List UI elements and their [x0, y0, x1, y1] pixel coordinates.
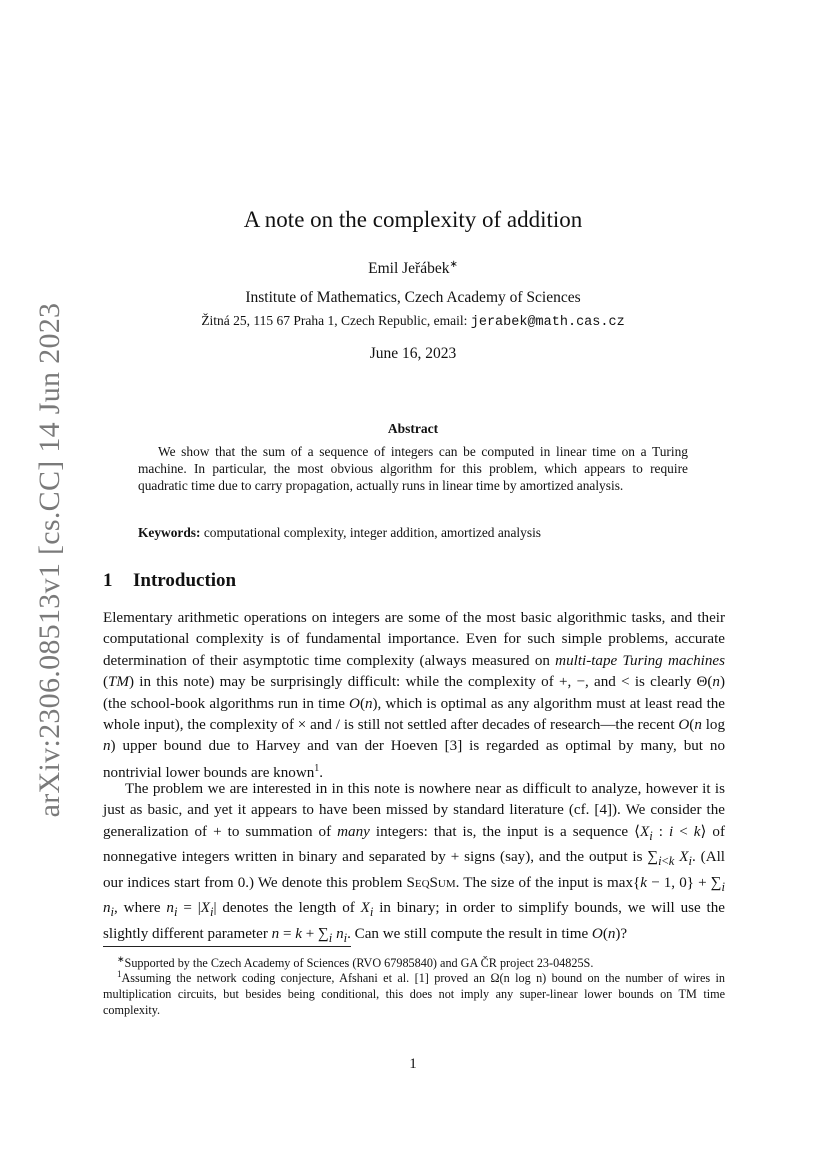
keywords-line	[138, 525, 698, 541]
page-number: 1	[409, 1056, 417, 1072]
author-line	[0, 259, 826, 278]
footnote-1-mark: 1	[117, 969, 122, 979]
section-heading	[103, 570, 236, 592]
section-title: Introduction	[133, 570, 237, 591]
footnote-rule	[103, 946, 351, 947]
keywords-list: computational complexity, integer addition, amortized analysis	[203, 525, 541, 540]
abstract-heading: Abstract	[387, 421, 439, 436]
footnote-funding-text: Supported by the Czech Academy of Sciences (RVO 67985840) and GA ČR project 23-04825S.	[124, 956, 594, 971]
author-footnote-mark: ∗	[449, 259, 458, 270]
paper-date: June 16, 2023	[369, 345, 457, 362]
address-line	[0, 313, 826, 330]
keywords-label: Keywords:	[138, 525, 201, 540]
paper-title: A note on the complexity of addition	[243, 207, 583, 232]
abstract-text: We show that the sum of a sequence of integers can be computed in linear time on a Turing machine. In particular, the most obvious algorithm for this problem, which appears to require quadratic time due to carry propagation, actually runs in linear time by amortized analysis.	[138, 444, 688, 493]
affiliation: Institute of Mathematics, Czech Academy of Sciences	[245, 289, 581, 306]
footnote-funding-mark: ∗	[117, 954, 125, 964]
address: Žitná 25, 115 67 Praha 1, Czech Republic, email:	[201, 313, 468, 328]
email-link[interactable]: jerabek@math.cas.cz	[470, 315, 625, 330]
section-number: 1	[103, 570, 113, 591]
footnote-1	[103, 966, 725, 1019]
intro-paragraph-1: Elementary arithmetic operations on integers are some of the most basic algorithmic tasks, and their computational complexity is of fundamental importance. Even for such simple problems, accurate determination of their asymptotic time complexity (always measured on multi-tape Turing machines (TM) in this note) may be surprisingly difficult: while the complexity of +, −, and < is clearly Θ(n) (the school-book algorithms run in time O(n), which is optimal as any algorithm must at least read the whole input), the complexity of × and / is still not settled after decades of research—the recent O(n log n) upper bound due to Harvey and van der Hoeven [3] is regarded as optimal by many, but no nontrivial lower bounds are known$^1$.	[103, 610, 726, 781]
intro-paragraph-2: The problem we are interested in in this note is nowhere near as difficult to analyze, however it is just as basic, and yet it appears to have been missed by standard literature (cf. [4]). We consider the generalization of + to summation of many integers: that is, the input is a sequence $⟨X_i$ : i < k⟩ of nonnegative integers written in binary and separated by + signs (say), and the output is $\sum_{i<k}$ $X_i$. (All our indices start from 0.) We denote this problem SeqSum. The size of the input is max{k − 1, $0\} + \sum_i$ $n_i$, where $n_i = |X_i|$ denotes the length of $X_i$ in binary; in order to simplify bounds, we will use the slightly different parameter $n = k + \sum_i$ $n_i$. Can we still compute the result in time O(n)?	[103, 781, 726, 945]
arxiv-identifier-stamp: arXiv:2306.08513v1 [cs.CC] 14 Jun 2023	[33, 302, 66, 818]
author-name: Emil Jeřábek	[368, 260, 450, 278]
footnote-1-text: Assuming the network coding conjecture, Afshani et al. [1] proved an Ω(n log n) bound on the number of wires in multiplication circuits, but besides being conditional, this does not imply any super-linear lower bounds on TM time complexity.	[103, 971, 725, 1018]
